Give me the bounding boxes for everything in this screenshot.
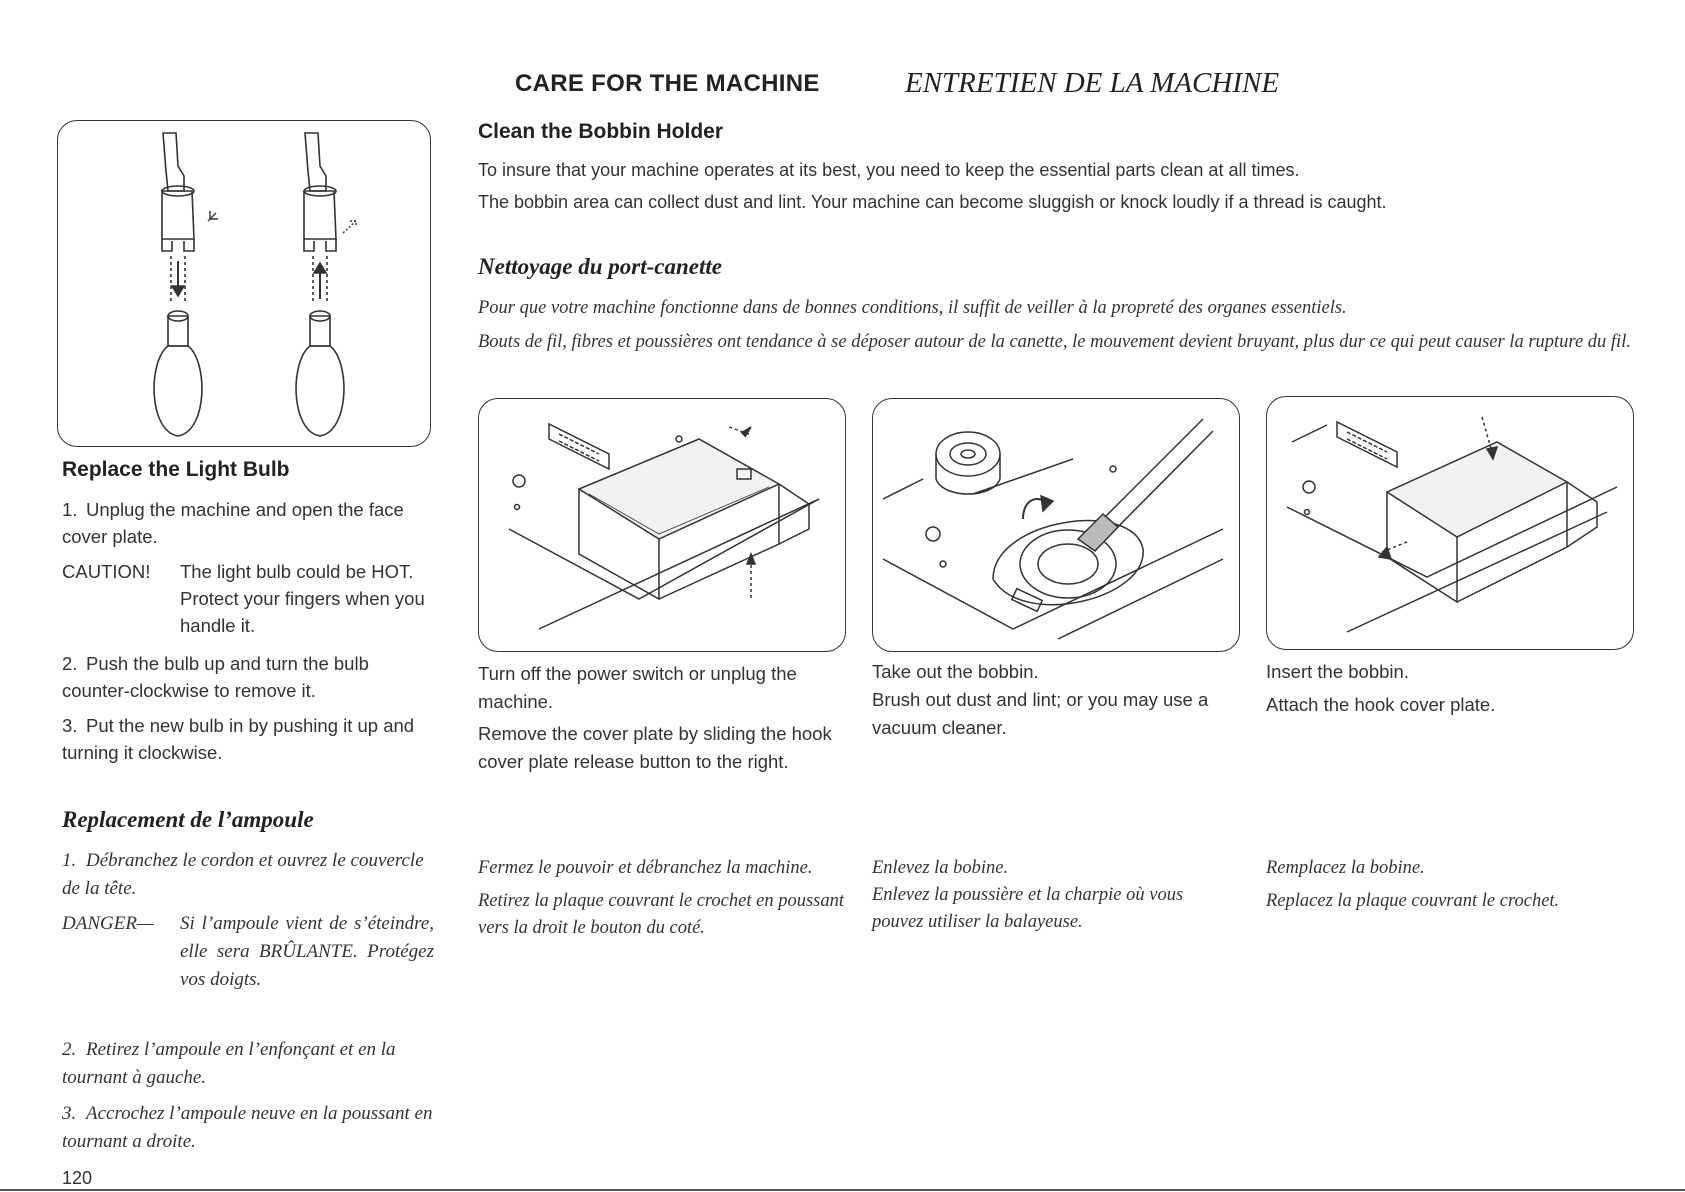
bobbin-intro-fr-2: Bouts de fil, fibres et poussières ont tendance à se déposer autour de la canette, le mouvement devient bruyant, plus dur ce qui peut causer la rupture du fil. (478, 332, 1631, 352)
step-2-en-line-2: Brush out dust and lint; or you may use a vacuum cleaner. (872, 689, 1209, 738)
bobbin-intro-fr-1: Pour que votre machine fonctionne dans de bonnes conditions, il suffit de veiller à la propreté des organes essentiels. (478, 298, 1347, 318)
page-number: 120 (62, 1168, 93, 1188)
step-3-fr-line-1: Remplacez la bobine. (1266, 858, 1425, 878)
danger-text: Si l’ampoule vient de s’éteindre, elle sera BRÛLANTE. Protégez vos doigts. (180, 913, 434, 990)
step-text: Accrochez l’ampoule neuve en la poussant en tournant a droite. (62, 1103, 433, 1152)
step-number: 1. (62, 499, 78, 520)
step-text: Débranchez le cordon et ouvrez le couvercle de la tête. (62, 850, 424, 899)
step-number: 3. (62, 715, 78, 736)
step-1-en-line-2: Remove the cover plate by sliding the hook cover plate release button to the right. (478, 723, 832, 772)
bottom-rule (0, 1189, 1685, 1191)
step-1-fr-line-1: Fermez le pouvoir et débranchez la machine. (478, 858, 813, 878)
bulb-heading-french: Replacement de l’ampoule (62, 807, 314, 832)
step-text: Retirez l’ampoule en l’enfonçant et en la tournant à gauche. (62, 1039, 396, 1088)
bulb-step-3 (62, 712, 432, 766)
step-2-fr-line-2: Enlevez la poussière et la charpie où vous pouvez utiliser la balayeuse. (872, 885, 1184, 932)
bulb-step-1-fr (62, 847, 434, 903)
light-bulb-drawing (58, 121, 430, 446)
light-bulb-illustration (57, 120, 431, 447)
bulb-step-3-fr (62, 1100, 434, 1156)
page-title-english: CARE FOR THE MACHINE (515, 70, 820, 97)
bobbin-heading-english: Clean the Bobbin Holder (478, 120, 724, 143)
step-number: 2. (62, 1039, 77, 1060)
step-3-en-line-1: Insert the bobbin. (1266, 661, 1409, 682)
remove-cover-drawing (479, 399, 845, 651)
bulb-heading-english: Replace the Light Bulb (62, 458, 290, 481)
insert-bobbin-drawing (1267, 397, 1633, 649)
bobbin-intro-2: The bobbin area can collect dust and lint. Your machine can become sluggish or knock loudly if a thread is caught. (478, 192, 1387, 212)
step-1-caption-en (478, 660, 842, 776)
caution-label: CAUTION! (62, 561, 151, 582)
bobbin-intro-1: To insure that your machine operates at its best, you need to keep the essential parts clean at all times. (478, 160, 1300, 180)
step-number: 1. (62, 850, 77, 871)
step-3-fr-line-2: Replacez la plaque couvrant le crochet. (1266, 891, 1560, 911)
bulb-step-1 (62, 496, 432, 550)
danger-label: DANGER— (62, 913, 154, 934)
step-3-caption-fr (1266, 855, 1666, 915)
step-text: Push the bulb up and turn the bulb counter-clockwise to remove it. (62, 653, 369, 701)
page-title-french: ENTRETIEN DE LA MACHINE (905, 67, 1280, 99)
step-2-en-line-1: Take out the bobbin. (872, 661, 1039, 682)
bulb-step-2-fr (62, 1036, 434, 1092)
remove-cover-illustration (478, 398, 846, 652)
step-3-en-line-2: Attach the hook cover plate. (1266, 694, 1496, 715)
bulb-danger-fr (62, 910, 434, 994)
step-text: Put the new bulb in by pushing it up and turning it clockwise. (62, 715, 415, 763)
step-2-fr-line-1: Enlevez la bobine. (872, 858, 1009, 878)
brush-lint-drawing (873, 399, 1239, 651)
step-3-caption-en (1266, 658, 1632, 719)
step-2-caption-en (872, 658, 1238, 742)
brush-lint-illustration (872, 398, 1240, 652)
insert-bobbin-illustration (1266, 396, 1634, 650)
bobbin-heading-french: Nettoyage du port-canette (478, 254, 723, 279)
step-number: 3. (62, 1103, 77, 1124)
step-1-caption-fr (478, 855, 846, 942)
caution-text: The light bulb could be HOT. Protect your fingers when you handle it. (180, 561, 425, 636)
step-text: Unplug the machine and open the face cover plate. (62, 499, 404, 547)
bulb-step-2 (62, 650, 432, 704)
step-number: 2. (62, 653, 78, 674)
step-1-fr-line-2: Retirez la plaque couvrant le crochet en poussant vers la droit le bouton du coté. (478, 891, 844, 938)
step-2-caption-fr (872, 855, 1238, 936)
step-1-en-line-1: Turn off the power switch or unplug the machine. (478, 663, 797, 712)
bulb-caution (62, 558, 432, 639)
